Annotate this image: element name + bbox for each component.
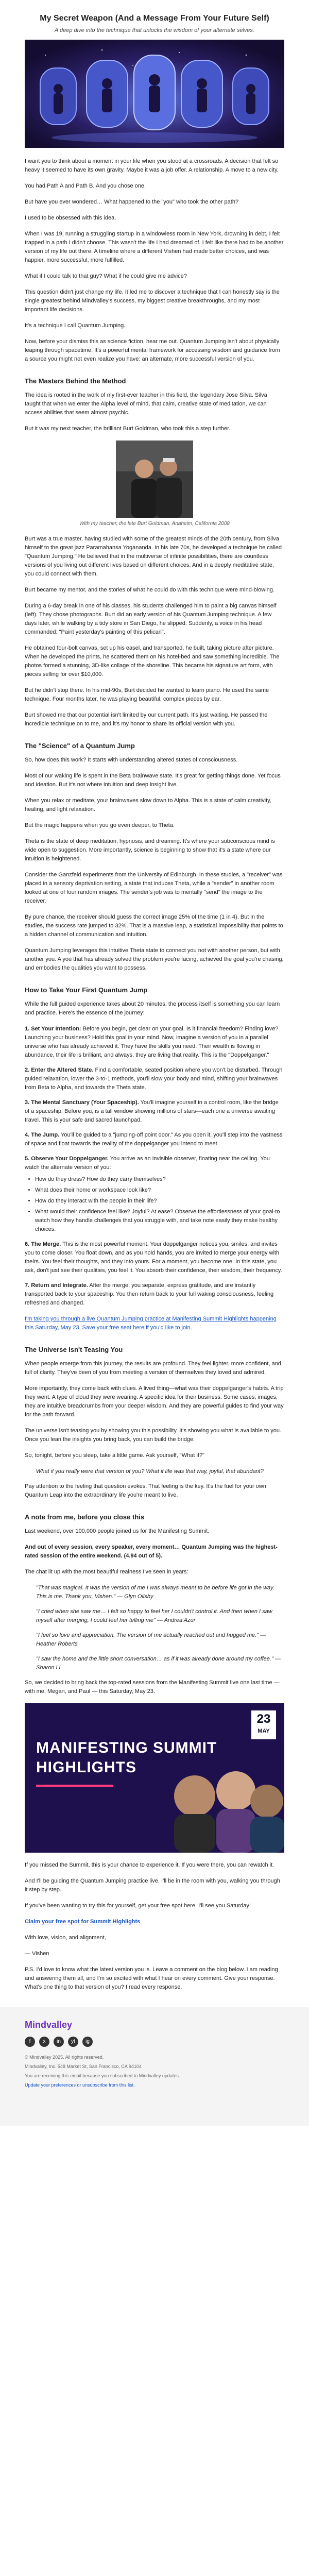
ps-paragraph: P.S. I'd love to know what the latest version you is. Leave a comment on the blog below. I am reading and answering them all, and I'm so excited with what I hear on every comment. Give your response. What's one thing to that version of you? I read every response.: [25, 1967, 278, 1990]
note-paragraph-7: If you've been wanting to try this for yourself, get your free spot here. I'll see you Saturday!: [25, 1903, 251, 1909]
science-heading: The "Science" of a Quantum Jump: [25, 742, 135, 750]
step-lead: 6. The Merge.: [25, 1241, 61, 1247]
footer-unsubscribe: [25, 2082, 284, 2089]
step-text: This is the most powerful moment. Your doppelganger notices you, smiles, and invites you to come closer. You float down, and as you hold hands, you are invited to merge your energy with theirs. You feel their thoughts, and they into yours. For a moment, you become one. In this state, you ask, don't just see their qualities, you feel it. You absorb their confidence, their wisdom, their frequency.: [25, 1241, 282, 1274]
observe-item: • How do they dress? How do they carry themselves?: [35, 1175, 284, 1184]
unsubscribe-link[interactable]: Update your preferences or unsubscribe from this list.: [25, 2082, 135, 2088]
howto-heading: How to Take Your First Quantum Jump: [25, 986, 148, 994]
testimonial-quote: "I saw the home and the little short conversation… as if it was already done around my coffee." — Sharon Li: [36, 1656, 281, 1671]
science-paragraph-4: But the magic happens when you go even deeper, to Theta.: [25, 822, 175, 828]
science-paragraph-2: Most of our waking life is spent in the Beta brainwave state. It's great for getting things done. Yet focus and ideation. But it's not where intuition and deep insight live.: [25, 773, 281, 788]
email-footer: [0, 2007, 309, 2126]
hero-illustration: [25, 40, 284, 148]
testimonial-quote: "I cried when she saw me… I felt so happy to feel her I couldn't control it. And then when I saw myself after merging, I could feel her telling me" — Andrea Azur: [36, 1608, 272, 1623]
science-paragraph-8: Quantum Jumping leverages this intuitive Theta state to connect you not with another person, but with another you. A you that has already solved the problem you're facing, achieved the goal you're chasing, and embodies the qualities you want to possess.: [25, 947, 284, 971]
masters-paragraph-6: He obtained four-bolt canvas, set up his easel, and transported, he built, taking picture after picture. When he developed the prints, he scattered them on his hotel-bed and saw something incredible. The photos formed a stunning, 3D-like collage of the shoreline. This became his signature art form, with pieces selling for over $10,000.: [25, 645, 280, 677]
universe-paragraph-3: The universe isn't teasing you by showing you this possibility. It's showing you what is available to you. Once you lean the insights you bring back, you can build the bridge.: [25, 1428, 282, 1443]
signature: — Vishen: [25, 1951, 49, 1957]
step-text: You'll imagine yourself in a control room, like the bridge of a spaceship. Before you, is a tall window showing millions of stars—each one a universe awaiting travel. This is your safe and sacred launchpad.: [25, 1099, 279, 1123]
universe-paragraph-1: When people emerge from this journey, the results are profound. They feel lighter, more confident, and full of clarity. They've been of you from meeting a version of themselves they loved and admired.: [25, 1361, 281, 1376]
intro-paragraph-3: But have you ever wondered… What happened to the "you" who took the other path?: [25, 199, 239, 205]
intro-paragraph-8: It's a technique I call Quantum Jumping.: [25, 323, 126, 329]
step-text: Before you begin, get clear on your goal. Is it financial freedom? Finding love? Launching your business? Hold this goal in your mind. Now, imagine a version of you in a parallel universe who has already achieved it. They have the skills you need. Their wealth is flowing in abundance, their life is brilliant, and always, they are living that reality. This is the "Doppelganger.": [25, 1026, 279, 1058]
footer-copyright: © Mindvalley 2025. All rights reserved.: [25, 2055, 104, 2060]
cta-paragraph: [25, 1918, 284, 1926]
science-paragraph-5: Theta is the state of deep meditation, hypnosis, and dreaming. It's where your subconscious mind is wide open to suggestion. More importantly, science is beginning to show that it's a state where our intuition is heightened.: [25, 838, 275, 862]
masters-paragraph-1: The idea is rooted in the work of my first-ever teacher in this field, the legendary Jose Silva. Silva taught that when we enter the Alpha level of mind, that calm, creative state of meditation, we can access abilities that seem almost psychic.: [25, 392, 267, 416]
youtube-icon[interactable]: yt: [68, 2037, 78, 2047]
howto-intro: While the full guided experience takes about 20 minutes, the process itself is something you can learn and practice. Here's the essence of the journey:: [25, 1001, 280, 1016]
step-item: [25, 1155, 284, 1234]
universe-heading: The Universe Isn't Teasing You: [25, 1346, 123, 1353]
banner-title-line-2: HIGHLIGHTS: [36, 1759, 136, 1776]
science-paragraph-1: So, how does this work? It starts with understanding altered states of consciousness.: [25, 757, 238, 763]
universe-paragraph-4: So, tonight, before you sleep, take a little game. Ask yourself, "What if?": [25, 1452, 204, 1459]
testimonial-quote: "That was magical. It was the version of me I was always meant to be before life got in the way. This is me. Thank you, Vishen." — Glyn Oilsby: [36, 1585, 274, 1600]
email-title: My Secret Weapon (And a Message From Your Future Self): [40, 14, 269, 23]
intro-paragraph-7: This question didn't just change my life. It led me to discover a technique that I can honestly say is the single greatest behind Mindvalley's success, my biggest creative breakthroughs, and my most important life decisions.: [25, 289, 280, 313]
signoff: With love, vision, and alignment,: [25, 1935, 106, 1941]
portrait-illustration: [116, 440, 193, 518]
hero-image: [25, 40, 284, 148]
science-paragraph-7: By pure chance, the receiver should guess the correct image 25% of the time (1 in 4). But in the studies, the success rate jumped to 32%. That is a massive leap, a statistical impossibility that points to a hidden channel of communication and intuition.: [25, 914, 283, 938]
footer-reason: You are receiving this email because you subscribed to Mindvalley updates.: [25, 2073, 180, 2078]
step-text: You arrive as an invisible observer, floating near the ceiling. You watch the alternate version of you:: [25, 1156, 270, 1171]
masters-paragraph-4: Burt became my mentor, and the stories of what he could do with this technique were mind-blowing.: [25, 587, 274, 593]
note-paragraph-5: If you missed the Summit, this is your chance to experience it. If you were there, you can rewatch it.: [25, 1862, 274, 1868]
testimonial-quote: "I feel so love and appreciation. The version of me actually reached out and hugged me." — Heather Roberts: [36, 1632, 266, 1647]
instagram-icon[interactable]: ig: [82, 2037, 93, 2047]
burt-goldman-photo: [116, 440, 193, 518]
step-lead: 5. Observe Your Doppelganger.: [25, 1156, 109, 1162]
masters-paragraph-3: Burt was a true master, having studied with some of the greatest minds of the 20th century, from Silva himself to the great jazz Paramahansa Yogananda. In his late 70s, he developed a technique he called "Quantum Jumping." He believed that in the multiverse of infinite possibilities, there are countless versions of you living out different lives based on different choices. And in a deeply meditative state, you could connect with them.: [25, 536, 282, 577]
masters-paragraph-7: But he didn't stop there. In his mid-90s, Burt decided he wanted to learn piano. He used the same technique. Four months later, he was playing beautiful, complex pieces by ear.: [25, 687, 269, 702]
banner-title-line-1: MANIFESTING SUMMIT: [36, 1739, 217, 1756]
observe-item: • What would their confidence feel like? Joyful? At ease? Observe the effortlessness of your goal-to watch how they handle challenges that you struggle with, and take note easily they make healthy choices.: [35, 1208, 284, 1234]
footer-address: Mindvalley, Inc. 548 Market St, San Francisco, CA 94104: [25, 2064, 142, 2069]
science-paragraph-3: When you relax or meditate, your brainwaves slow down to Alpha. This is a state of calm creativity, healing, and light relaxation.: [25, 798, 271, 812]
step-lead: 3. The Mental Sanctuary (Your Spaceship).: [25, 1099, 139, 1106]
science-paragraph-6: Consider the Ganzfeld experiments from the University of Edinburgh. In these studies, a "receiver" was placed in a sensory deprivation setting, a state that induces Theta, while a "sender" in another room looked at one of four random images. The sender's job was to mentally "send" the image to the receiver.: [25, 872, 283, 904]
howto-outro: [25, 1315, 284, 1332]
masters-heading: The Masters Behind the Method: [25, 377, 126, 385]
mindvalley-logo[interactable]: Mindvalley: [25, 2020, 73, 2030]
step-lead: 1. Set Your Intention:: [25, 1026, 81, 1032]
universe-paragraph-5: Pay attention to the feeling that question evokes. That feeling is the key. It's the fuel for your own Quantum Leap into the extraordinary life you're meant to live.: [25, 1483, 266, 1498]
step-lead: 4. The Jump.: [25, 1132, 60, 1138]
social-links: [25, 2037, 284, 2047]
email-page: [0, 13, 309, 2126]
banner-date-month: MAY: [258, 1728, 270, 1734]
step-item: [25, 1066, 284, 1092]
step-item: [25, 1131, 284, 1148]
note-paragraph-6: And I'll be guiding the Quantum Jumping practice live. I'll be in the room with you, walking you through it step by step.: [25, 1878, 280, 1893]
photo-caption: With my teacher, the late Burt Goldman, Anaheim, California 2008: [79, 521, 230, 527]
observe-list: [25, 1175, 284, 1234]
banner-date-day: 23: [256, 1712, 271, 1726]
observe-item: • What does their home or workspace look like?: [35, 1186, 284, 1195]
step-item: [25, 1240, 284, 1275]
universe-paragraph-2: More importantly, they come back with clues. A lived thing—what was their doppelganger's habits. A trip they went. A type of cloud they were wearing. A specific idea for their business. Some cases, images, they are intuitive breadcrumbs from your deeper wisdom. And they are powerful guides to find your way for the path forward.: [25, 1385, 284, 1418]
note-paragraph-4: So, we decided to bring back the top-rated sessions from the Manifesting Summit live one last time — with me, Megan, and Paul — this Saturday, May 23.: [25, 1680, 280, 1694]
intro-paragraph-1: I want you to think about a moment in your life when you stood at a crossroads. A decision that felt so heavy it seemed to have its own gravity. Maybe it was a job offer. A relationship. A move to a new city.: [25, 158, 279, 173]
step-item: [25, 1281, 284, 1308]
howto-save-seat-link[interactable]: I'm taking you through a live Quantum Jumping practice at Manifesting Summit Highlights happening this Saturday, May 23. Save your free seat here if you'd like to join.: [25, 1316, 277, 1331]
x-icon[interactable]: x: [39, 2037, 49, 2047]
masters-paragraph-8: Burt showed me that our potential isn't limited by our current path. It's just waiting. He passed the incredible technique on to me, and it's my honor to share its official version with you.: [25, 712, 268, 727]
step-item: [25, 1025, 284, 1060]
intro-paragraph-4: I used to be obsessed with this idea.: [25, 215, 116, 221]
intro-paragraph-5: When I was 19, running a struggling startup in a windowless room in New York, drowning in debt, I felt trapped in a path I didn't choose. This wasn't the life I had dreamed of. I felt like there had to be another version of my life out there. A timeline where a different Vishen had made better choices, and was happier, more successful, more fulfilled.: [25, 231, 284, 263]
banner-background: [25, 1703, 284, 1853]
masters-paragraph-5: During a 6-day break in one of his classes, his students challenged him to paint a big canvas himself (left). They chose photographs. Burt did an early version of his Quantum Jumping technique. A few days later, while walking by a tidy store in San Diego, he slipped. Suddenly, a voice in his head commanded: "Paint yesterday's painting of this pelican".: [25, 603, 277, 635]
summit-highlights-banner[interactable]: [25, 1703, 284, 1853]
step-text: After the merge, you separate, express gratitude, and are instantly transported back to your spaceship. You then return back to your full waking consciousness, feeling refreshed and changed.: [25, 1282, 274, 1306]
intro-paragraph-6: What if I could talk to that guy? What if he could give me advice?: [25, 273, 187, 279]
note-paragraph-3: The chat lit up with the most beautiful realness I've seen in years:: [25, 1569, 188, 1575]
note-paragraph-2: And out of every session, every speaker, every moment… Quantum Jumping was the highest-rated session of the entire weekend. (4.94 out of 5).: [25, 1544, 278, 1559]
masters-paragraph-2: But it was my next teacher, the brilliant Burt Goldman, who took this a step further.: [25, 426, 231, 432]
step-item: [25, 1098, 284, 1125]
steps-list: [25, 1025, 284, 1308]
email-subtitle: A deep dive into the technique that unlocks the wisdom of your alternate selves.: [55, 27, 254, 33]
step-text: Find a comfortable, seated position where you won't be disturbed. Through guided relaxation, lower the 3-to-1 methods, you'll slow your body and mind, shifting your brainwaves from Beta to Alpha, and towards the Theta state.: [25, 1067, 283, 1091]
claim-spot-link[interactable]: Claim your free spot for Summit Highlights: [25, 1919, 141, 1925]
banner-date-badge: [251, 1710, 276, 1739]
note-heading: A note from me, before you close this: [25, 1513, 145, 1521]
intro-paragraph-2: You had Path A and Path B. And you chose one.: [25, 183, 146, 189]
step-lead: 2. Enter the Altered State.: [25, 1067, 94, 1073]
linkedin-icon[interactable]: in: [54, 2037, 64, 2047]
step-lead: 7. Return and Integrate.: [25, 1282, 88, 1289]
facebook-icon[interactable]: f: [25, 2037, 35, 2047]
step-text: You'll be guided to a "jumping-off point door." As you open it, you'll step into the vastness of space and float towards the reality of the doppelganger you intend to meet.: [25, 1132, 283, 1147]
universe-quote: What if you really were that version of you? What if life was that way, joyful, that abundant?: [36, 1468, 264, 1475]
observe-item: • How do they interact with the people in their life?: [35, 1197, 284, 1206]
intro-paragraph-9: Now, before your dismiss this as science fiction, hear me out. Quantum Jumping isn't about physically leaping through spacetime. It's a powerful mental framework for accessing wisdom and guidance from a source you might not even realize you have: an alternate, more successful version of you.: [25, 338, 280, 362]
note-paragraph-1: Last weekend, over 100,000 people joined us for the Manifesting Summit.: [25, 1528, 210, 1534]
